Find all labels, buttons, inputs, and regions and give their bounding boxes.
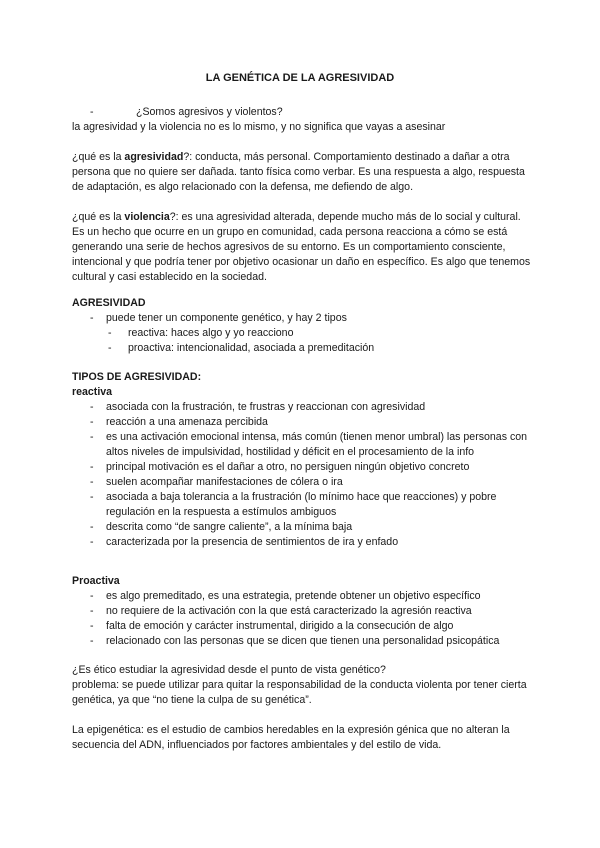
dash-bullet: - bbox=[90, 106, 94, 118]
list-item: - descrita como “de sangre caliente”, a la mínima baja bbox=[72, 520, 534, 535]
etico-block bbox=[72, 663, 534, 708]
subsection-heading: reactiva bbox=[72, 386, 113, 398]
proactiva-list bbox=[72, 589, 534, 649]
subsection-heading: Proactiva bbox=[72, 575, 120, 587]
list-item: - puede tener un componente genético, y hay 2 tipos bbox=[72, 311, 534, 326]
intro-block bbox=[72, 105, 534, 135]
def-prefix: ¿qué es la bbox=[72, 211, 125, 223]
intro-question: ¿Somos agresivos y violentos? bbox=[136, 106, 283, 118]
epigenetica-paragraph: La epigenética: es el estudio de cambios heredables en la expresión génica que no alteran la secuencia del ADN, influenciados por factores ambientales y del estilo de vida. bbox=[72, 724, 510, 751]
reactiva-list bbox=[72, 400, 534, 550]
list-item: - principal motivación es el dañar a otro, no persiguen ningún objetivo concreto bbox=[72, 460, 534, 475]
violencia-definition bbox=[72, 210, 534, 285]
section-heading: AGRESIVIDAD bbox=[72, 297, 146, 309]
def-term: violencia bbox=[124, 211, 170, 223]
list-item: - proactiva: intencionalidad, asociada a premeditación bbox=[72, 341, 534, 356]
agresividad-sublist bbox=[72, 326, 534, 356]
agresividad-section bbox=[72, 296, 534, 356]
intro-answer: la agresividad y la violencia no es lo mismo, y no significa que vayas a asesinar bbox=[72, 121, 446, 133]
def-prefix: ¿qué es la bbox=[72, 151, 125, 163]
intro-question-item bbox=[72, 105, 534, 120]
def-text: ?: conducta, más personal. Comportamiento destinado a dañar a otra persona que no quiere ser dañada. tanto física como verbar. Es una respuesta a algo, respuesta de adaptación, es algo relacionado con la defensa, me defiendo de algo. bbox=[72, 151, 525, 193]
list-item: - es una activación emocional intensa, más común (tienen menor umbral) las personas con altos niveles de impulsividad, hostilidad y déficit en el procesamiento de la info bbox=[72, 430, 534, 460]
list-item: - asociada a baja tolerancia a la frustración (lo mínimo hace que reacciones) y pobre regulación en la respuesta a estímulos ambiguos bbox=[72, 490, 534, 520]
list-item: - asociada con la frustración, te frustras y reaccionan con agresividad bbox=[72, 400, 534, 415]
def-text: ?: es una agresividad alterada, depende mucho más de lo social y cultural. Es un hecho que ocurre en un grupo en comunidad, cada persona reacciona a cómo se está generando una serie de hechos agresivos de su entorno. Es un comportamiento consciente, intencional y que podría tener por objetivo ocasionar un daño en específico. Es algo que tenemos cultural y casi establecido en la sociedad. bbox=[72, 211, 531, 283]
list-item: - relacionado con las personas que se dicen que tienen una personalidad psicopática bbox=[72, 634, 534, 649]
document-title: LA GENÉTICA DE LA AGRESIVIDAD bbox=[205, 72, 395, 84]
def-term: agresividad bbox=[124, 151, 184, 163]
list-item: - no requiere de la activación con la que está caracterizado la agresión reactiva bbox=[72, 604, 534, 619]
agresividad-definition bbox=[72, 150, 534, 195]
agresividad-list bbox=[72, 311, 534, 326]
etico-question: ¿Es ético estudiar la agresividad desde el punto de vista genético? bbox=[72, 664, 386, 676]
list-item: - falta de emoción y carácter instrumental, dirigido a la consecución de algo bbox=[72, 619, 534, 634]
list-item: - es algo premeditado, es una estrategia, pretende obtener un objetivo específico bbox=[72, 589, 534, 604]
tipos-section bbox=[72, 370, 534, 550]
list-item: - reactiva: haces algo y yo reacciono bbox=[72, 326, 534, 341]
etico-problem: problema: se puede utilizar para quitar la responsabilidad de la conducta violenta por tener cierta genética, ya que “no tiene la culpa de su genética”. bbox=[72, 679, 527, 706]
list-item: - suelen acompañar manifestaciones de cólera o ira bbox=[72, 475, 534, 490]
section-heading: TIPOS DE AGRESIVIDAD: bbox=[72, 371, 202, 383]
list-item: - caracterizada por la presencia de sentimientos de ira y enfado bbox=[72, 535, 534, 550]
list-item: - reacción a una amenaza percibida bbox=[72, 415, 534, 430]
proactiva-section bbox=[72, 574, 534, 649]
